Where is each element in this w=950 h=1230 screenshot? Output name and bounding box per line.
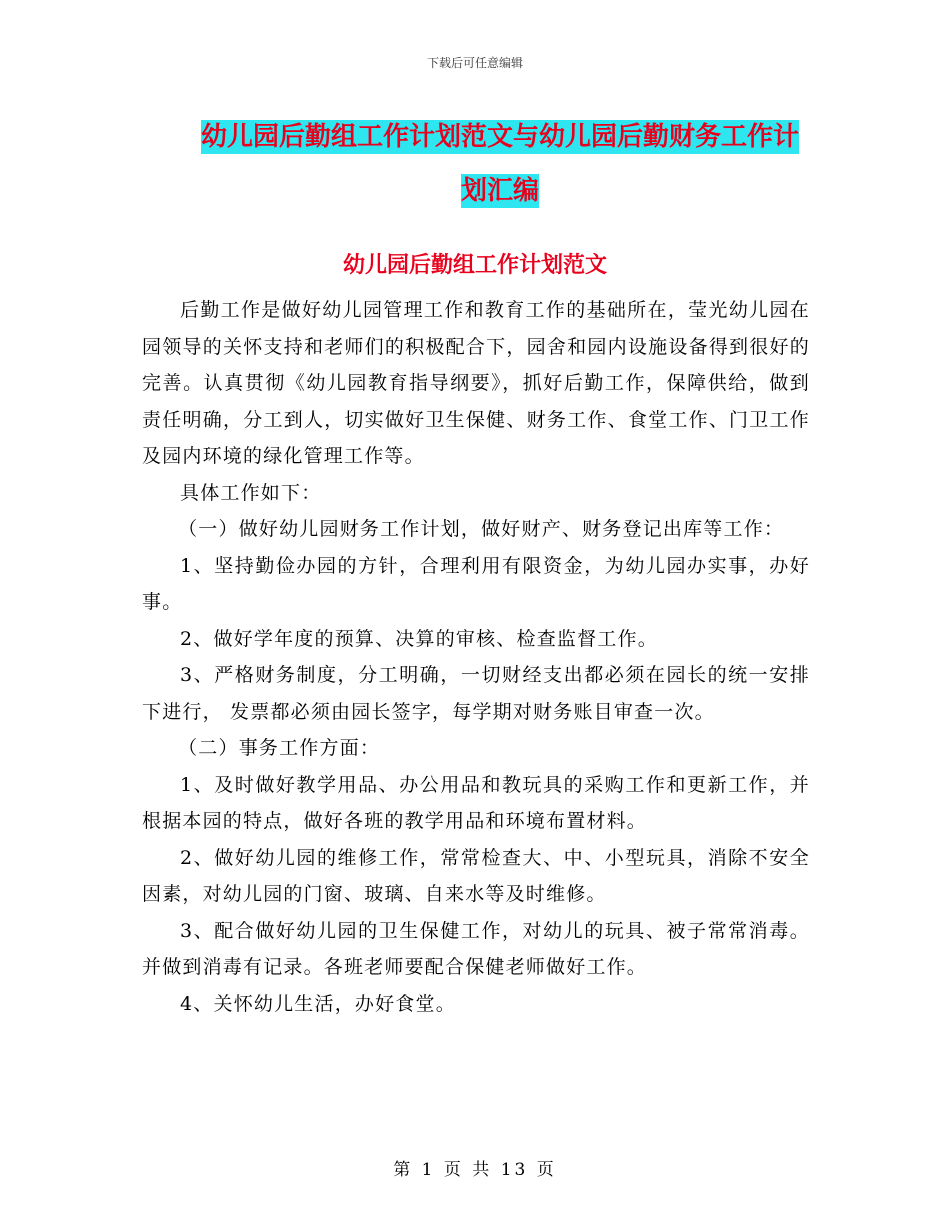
paragraph-affairs-item-4: 4、关怀幼儿生活，办好食堂。 <box>180 992 456 1015</box>
document-title <box>190 110 810 218</box>
document-title-line2: 划汇编 <box>460 176 539 206</box>
paragraph-section-finance: （一）做好幼儿园财务工作计划，做好财产、财务登记出库等工作： <box>178 518 785 540</box>
document-body <box>142 292 810 1022</box>
paragraph-work-list-heading: 具体工作如下： <box>180 481 322 504</box>
paragraph-finance-item-1: 1、坚持勤俭办园的方针，合理利用有限资金，为幼儿园办实事，办好事。 <box>142 554 810 613</box>
paragraph-finance-item-2: 2、做好学年度的预算、决算的审核、检查监督工作。 <box>180 627 658 650</box>
document-title-line1: 幼儿园后勤组工作计划范文与幼儿园后勤财务工作计 <box>200 122 799 152</box>
header-note: 下载后可任意编辑 <box>426 56 523 70</box>
paragraph-affairs-item-1: 1、及时做好教学用品、办公用品和教玩具的采购工作和更新工作，并根据本园的特点，做好各班的教学用品和环境布置材料。 <box>142 773 810 832</box>
paragraph-intro: 后勤工作是做好幼儿园管理工作和教育工作的基础所在，莹光幼儿园在园领导的关怀支持和老师们的积极配合下，园舍和园内设施设备得到很好的完善。认真贯彻《幼儿园教育指导纲要》，抓好后勤工作，保障供给，做到责任明确，分工到人，切实做好卫生保健、财务工作、食堂工作、门卫工作及园内环境的绿化管理工作等。 <box>142 299 810 467</box>
paragraph-section-affairs: （二）事务工作方面： <box>178 737 381 759</box>
page-number: 第 1 页 共 13 页 <box>393 1160 557 1180</box>
section-title: 幼儿园后勤组工作计划范文 <box>342 253 607 278</box>
paragraph-finance-item-3: 3、严格财务制度，分工明确，一切财经支出都必须在园长的统一安排下进行， 发票都必须由园长签字，每学期对财务账目审查一次。 <box>142 664 810 723</box>
paragraph-affairs-item-2: 2、做好幼儿园的维修工作，常常检查大、中、小型玩具，消除不安全因素，对幼儿园的门窗、玻璃、自来水等及时维修。 <box>142 846 810 905</box>
paragraph-affairs-item-3: 3、配合做好幼儿园的卫生保健工作，对幼儿的玩具、被子常常消毒。并做到消毒有记录。各班老师要配合保健老师做好工作。 <box>142 919 810 978</box>
